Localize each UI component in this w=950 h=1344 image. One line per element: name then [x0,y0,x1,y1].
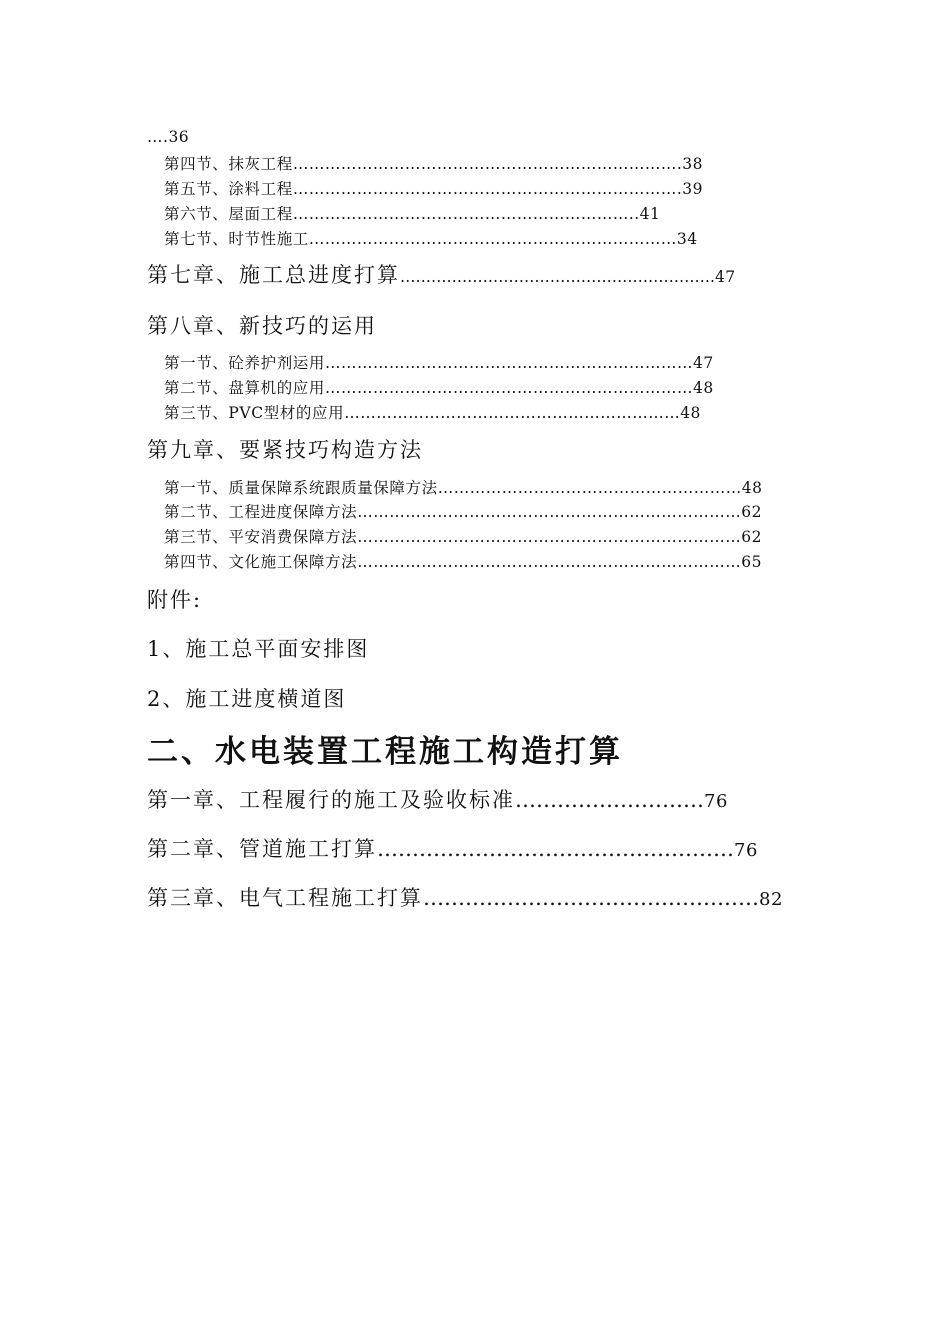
toc-continuation [147,128,189,146]
toc-entry-section[interactable] [164,376,714,398]
toc-leader-dots: ……………………………………………………….. [292,205,640,223]
attachment-item[interactable]: 1、施工总平面安排图 [147,637,370,661]
toc-page-number: 82 [759,889,783,910]
toc-page-number: 48 [693,379,714,397]
toc-entry-section[interactable] [164,351,714,373]
toc-page-number: 39 [682,180,703,198]
toc-leader-dots: ……………………………………………………… [344,404,681,422]
toc-entry-title: 第一节、质量保障系统跟质量保障方法 [164,479,438,497]
toc-entry-chapter[interactable] [147,310,377,340]
toc-entry-chapter[interactable] [147,784,728,814]
toc-leader-dots: …………………………………………………………… [325,354,694,372]
toc-entry-title: 第五节、涂料工程 [164,180,293,198]
toc-entry-title: 第二节、工程进度保障方法 [164,503,358,521]
toc-page-number: 34 [676,230,698,248]
toc-leader-dots: ……………………… [515,788,704,812]
toc-entry-section[interactable] [164,177,703,199]
attachments-label: 附件: [147,588,203,612]
toc-entry-chapter[interactable] [147,434,423,464]
toc-leader-dots: ……………………………………………………………… [357,503,742,521]
toc-entry-section[interactable] [164,152,703,174]
toc-entry-title: 第一章、工程履行的施工及验收标准 [147,788,515,812]
toc-page-number: 36 [168,128,190,146]
toc-page-number: 47 [693,354,714,372]
toc-leader-dots: ………………………………………… [423,886,759,910]
toc-entry-title: 第二节、盘算机的应用 [164,379,326,397]
toc-entry-title: 第六节、屋面工程 [164,205,293,223]
toc-page-number: 47 [714,268,736,286]
toc-entry-section[interactable] [164,525,762,547]
toc-entry-section[interactable] [164,476,762,498]
toc-page-number: 48 [680,404,701,422]
toc-page-number: 41 [639,205,661,223]
toc-leader-dots: ……………………………………………………………… [357,553,742,571]
attachment-item[interactable]: 2、施工进度横道图 [147,687,347,711]
toc-entry-section[interactable] [164,500,762,522]
toc-page-number: 76 [704,791,728,812]
toc-leader-dots: …………………………………………………………… [308,230,677,248]
toc-entry-title: 第九章、要紧技巧构造方法 [147,438,423,462]
toc-entry-title: 第三节、平安消费保障方法 [164,528,358,546]
toc-page-number: 38 [682,155,703,173]
toc-leader-dots: ……………………………………………………. [400,268,715,286]
toc-leader-dots: ……………………………………………………………… [357,528,742,546]
toc-entry-title: 第一节、砼养护剂运用 [164,354,326,372]
toc-entry-chapter[interactable] [147,259,736,289]
toc-entry-title: 第四节、文化施工保障方法 [164,553,358,571]
toc-leader-dots: ………………………………………………… [437,479,742,497]
toc-entry-chapter[interactable] [147,882,783,912]
toc-entry-section[interactable] [164,550,762,572]
toc-entry-chapter[interactable] [147,833,758,863]
toc-entry-title: 第三章、电气工程施工打算 [147,886,423,910]
toc-entry-title: 第四节、抹灰工程 [164,155,293,173]
toc-leader-dots: …. [147,128,169,146]
toc-entry-section[interactable] [164,202,660,224]
toc-leader-dots: ………………………………………………………………. [292,155,683,173]
part-heading: 二、水电装置工程施工构造打算 [147,734,623,770]
toc-entry-title: 第三节、PVC型材的应用 [164,404,345,422]
toc-entry-title: 第七节、时节性施工 [164,230,309,248]
toc-page-number: 48 [741,479,763,497]
toc-page-number: 65 [741,553,762,571]
toc-entry-section[interactable] [164,401,701,423]
toc-entry-title: 第七章、施工总进度打算 [147,263,400,287]
toc-entry-title: 第八章、新技巧的运用 [147,314,377,338]
toc-page-number: 76 [734,840,758,861]
toc-page-number: 62 [741,503,762,521]
toc-leader-dots: …………………………………………… [377,837,734,861]
toc-entry-title: 第二章、管道施工打算 [147,837,377,861]
toc-leader-dots: …………………………………………………………… [325,379,694,397]
toc-entry-section[interactable] [164,227,698,249]
toc-page-number: 62 [741,528,762,546]
toc-leader-dots: ………………………………………………………………. [292,180,683,198]
